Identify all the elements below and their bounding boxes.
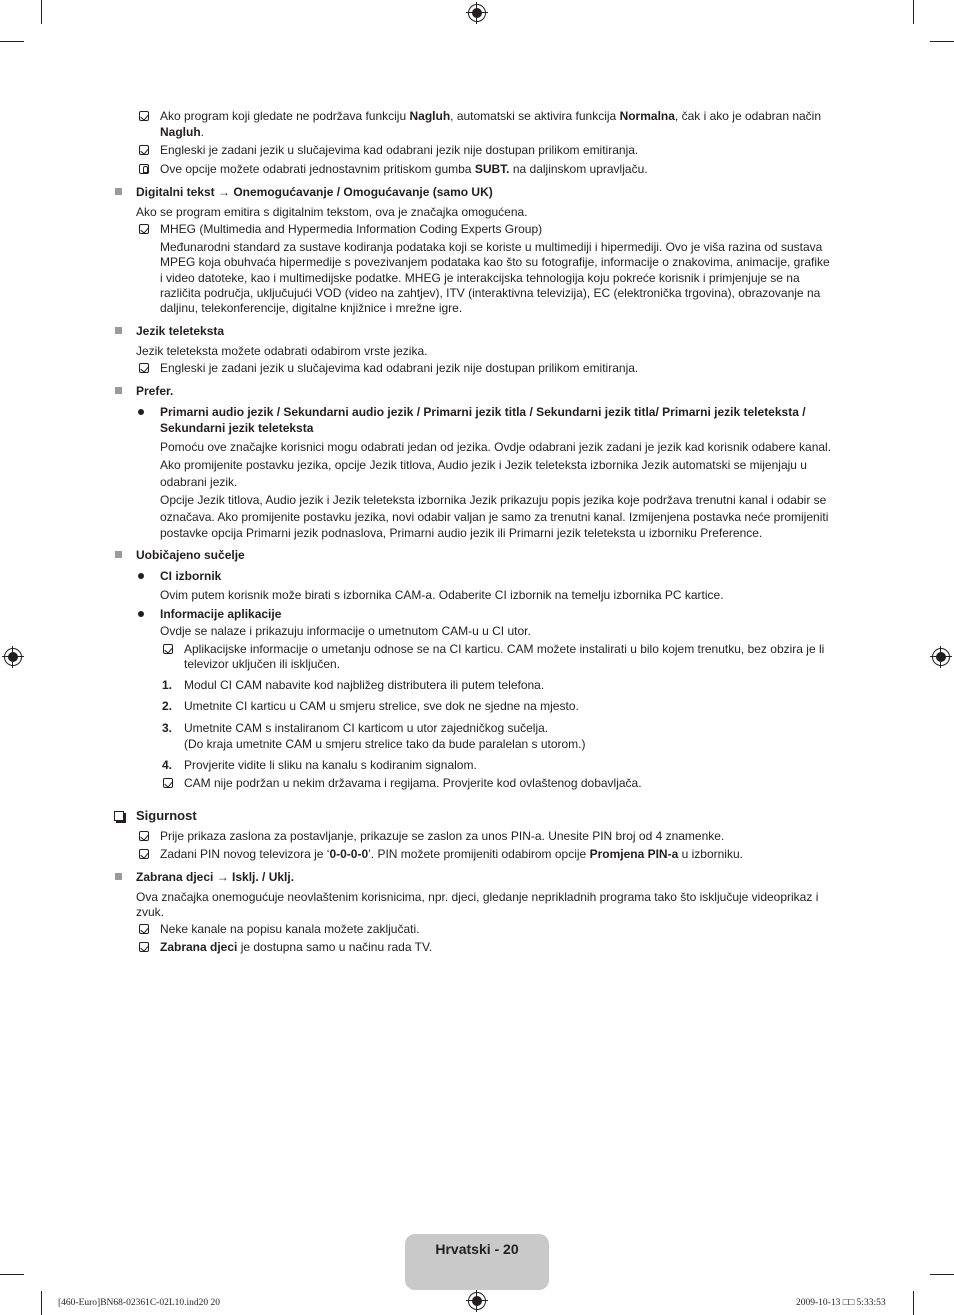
section-heading: Jezik teleteksta: [136, 324, 225, 338]
crop-mark: [0, 1274, 24, 1275]
square-bullet-icon: [115, 327, 122, 334]
registration-mark-icon: [4, 648, 22, 666]
square-bullet-icon: [115, 873, 122, 880]
step-number: 3.: [162, 721, 173, 735]
note-icon: [139, 111, 149, 121]
paragraph-line: Međunarodni standard za sustave kodiranja podataka koji se koriste u multimediji i hipermediji. Ovo je viša razina od sustava: [160, 240, 823, 254]
note-text: Zabrana djeci je dostupna samo u načinu rada TV.: [160, 940, 433, 954]
note-icon: [139, 224, 149, 234]
section-heading: Digitalni tekst → Onemogućavanje / Omogućavanje (samo UK): [136, 185, 493, 199]
bullet-title: CI izbornik: [160, 569, 222, 583]
section-title: Sigurnost: [136, 808, 197, 823]
note-text: Zadani PIN novog televizora je ‘0-0-0-0’. PIN možete promijeniti odabirom opcije Promjena PIN-a u izborniku.: [160, 847, 743, 861]
crop-mark: [41, 0, 42, 24]
note-icon: [139, 363, 149, 373]
crop-mark: [930, 1274, 954, 1275]
step-text: Modul CI CAM nabavite kod najbližeg distributera ili putem telefona.: [184, 678, 545, 692]
note-icon: [139, 145, 149, 155]
note-icon: [139, 831, 149, 841]
paragraph-line: Opcije Jezik titlova, Audio jezik i Jezik teleteksta izbornika Jezik prikazuju popis jezika koje podržava trenutni kanal i odabir se: [160, 493, 827, 507]
note-text: Neke kanale na popisu kanala možete zaključati.: [160, 922, 420, 936]
section-body: Ako se program emitira s digitalnim tekstom, ova je značajka omogućena.: [136, 205, 528, 219]
bullet-title: Informacije aplikacije: [160, 607, 282, 621]
round-bullet-icon: [138, 611, 144, 617]
paragraph-line: Ovdje se nalaze i prikazuju informacije o umetnutom CAM-u u CI utor.: [160, 624, 531, 638]
bullet-title: Sekundarni jezik teleteksta: [160, 421, 314, 435]
paragraph-line: zvuk.: [136, 905, 165, 919]
section-heading: Zabrana djeci → Isklj. / Uklj.: [136, 870, 295, 884]
paragraph-line: Ako promijenite postavku jezika, opcije Jezik titlova, Audio jezik i Jezik teleteksta izbornika Jezik automatski se mijenjaju u: [160, 458, 807, 472]
note-text: CAM nije podržan u nekim državama i regijama. Provjerite kod ovlaštenog dobavljača.: [184, 776, 642, 790]
note-text: Ako program koji gledate ne podržava funkciju Nagluh, automatski se aktivira funkcija Normalna, čak i ako je odabran način: [160, 109, 822, 123]
crop-mark: [0, 41, 24, 42]
tip-icon: [139, 164, 149, 174]
paragraph-line: MPEG koja obuhvaća hipermedije s povezivanjem podataka kao što su fotografije, informacije o znakovima, animacije, grafike: [160, 255, 830, 269]
registration-mark-icon: [932, 648, 950, 666]
paragraph-line: postavke opcija Primarni jezik podnaslova, Primarni audio jezik ili Primarni jezik teleteksta u izborniku Preference.: [160, 526, 763, 540]
step-text: (Do kraja umetnite CAM u smjeru strelice tako da bude paralelan s utorom.): [184, 737, 586, 751]
step-text: Umetnite CI karticu u CAM u smjeru strelice, sve dok ne sjedne na mjesto.: [184, 699, 579, 713]
crop-mark: [913, 1291, 914, 1315]
note-text: Prije prikaza zaslona za postavljanje, prikazuje se zaslon za unos PIN-a. Unesite PIN broj od 4 znamenke.: [160, 829, 725, 843]
crop-mark: [913, 0, 914, 24]
paragraph-line: i video datoteke, kao i multimedijske podatke. MHEG je interakcijska tehnologija koju pokreće korisnik i primjenjuje se na: [160, 271, 800, 285]
note-text: MHEG (Multimedia and Hypermedia Information Coding Experts Group): [160, 222, 543, 236]
section-body: Jezik teleteksta možete odabrati odabirom vrste jezika.: [136, 344, 428, 358]
note-icon: [139, 849, 149, 859]
paragraph-line: različita područja, uključujući VOD (video na zahtjev), ITV (interaktivna televizija), EC (elektronička trgovina), obrazovanje na: [160, 286, 821, 300]
crop-mark: [41, 1291, 42, 1315]
crop-mark: [930, 41, 954, 42]
note-icon: [139, 942, 149, 952]
round-bullet-icon: [138, 573, 144, 579]
step-number: 2.: [162, 699, 173, 713]
note-icon: [139, 924, 149, 934]
paragraph-line: daljinu, telekonferencije, digitalne knjižnice i mrežne igre.: [160, 301, 463, 315]
page-number-label: Hrvatski - 20: [435, 1241, 519, 1257]
registration-mark-icon: [468, 1292, 486, 1310]
paragraph-line: označava. Ako promijenite postavku jezika, novi odabir valjan je samo za trenutni kanal. Izmijenjena postavka neće promijeniti: [160, 510, 829, 524]
note-text: Aplikacijske informacije o umetanju odnose se na CI karticu. CAM možete instalirati u bilo kojem trenutku, bez obzira je li: [184, 642, 825, 656]
section-heading: Uobičajeno sučelje: [136, 548, 245, 562]
step-number: 1.: [162, 678, 173, 692]
note-icon: [163, 778, 173, 788]
step-number: 4.: [162, 758, 173, 772]
paragraph-line: odabrani jezik.: [160, 475, 238, 489]
square-bullet-icon: [115, 188, 122, 195]
paragraph-line: Ova značajka onemogućuje neovlaštenim korisnicima, npr. djeci, gledanje neprikladnih programa tako što isključuje videoprikaz i: [136, 890, 819, 904]
section-heading: Prefer.: [136, 384, 174, 398]
bullet-title: Primarni audio jezik / Sekundarni audio jezik / Primarni jezik titla / Sekundarni jezik titla/ Primarni jezik teleteksta /: [160, 405, 806, 419]
note-text: Ove opcije možete odabrati jednostavnim pritiskom gumba SUBT. na daljinskom upravljaču.: [160, 162, 648, 176]
note-text: televizor uključen ili isključen.: [184, 657, 341, 671]
note-text: Engleski je zadani jezik u slučajevima kad odabrani jezik nije dostupan prilikom emitiranja.: [160, 361, 639, 375]
square-bullet-icon: [115, 387, 122, 394]
note-text: Engleski je zadani jezik u slučajevima kad odabrani jezik nije dostupan prilikom emitiranja.: [160, 143, 639, 157]
footer-slug-right: 2009-10-13 □□ 5:33:53: [796, 1298, 886, 1308]
registration-mark-icon: [468, 4, 486, 22]
note-text: Nagluh.: [160, 125, 205, 139]
round-bullet-icon: [138, 409, 144, 415]
step-text: Umetnite CAM s instaliranom CI karticom u utor zajedničkog sučelja.: [184, 721, 549, 735]
note-icon: [163, 644, 173, 654]
footer-slug-left: [460-Euro]BN68-02361C-02L10.ind20 20: [58, 1298, 221, 1308]
checkbox-icon: [114, 811, 124, 821]
step-text: Provjerite vidite li sliku na kanalu s kodiranim signalom.: [184, 758, 477, 772]
square-bullet-icon: [115, 551, 122, 558]
paragraph-line: Ovim putem korisnik može birati s izbornika CAM-a. Odaberite CI izbornik na temelju izbornika PC kartice.: [160, 588, 724, 602]
paragraph-line: Pomoću ove značajke korisnici mogu odabrati jedan od jezika. Ovdje odabrani jezik zadani je jezik kad korisnik odabere kanal.: [160, 440, 832, 454]
